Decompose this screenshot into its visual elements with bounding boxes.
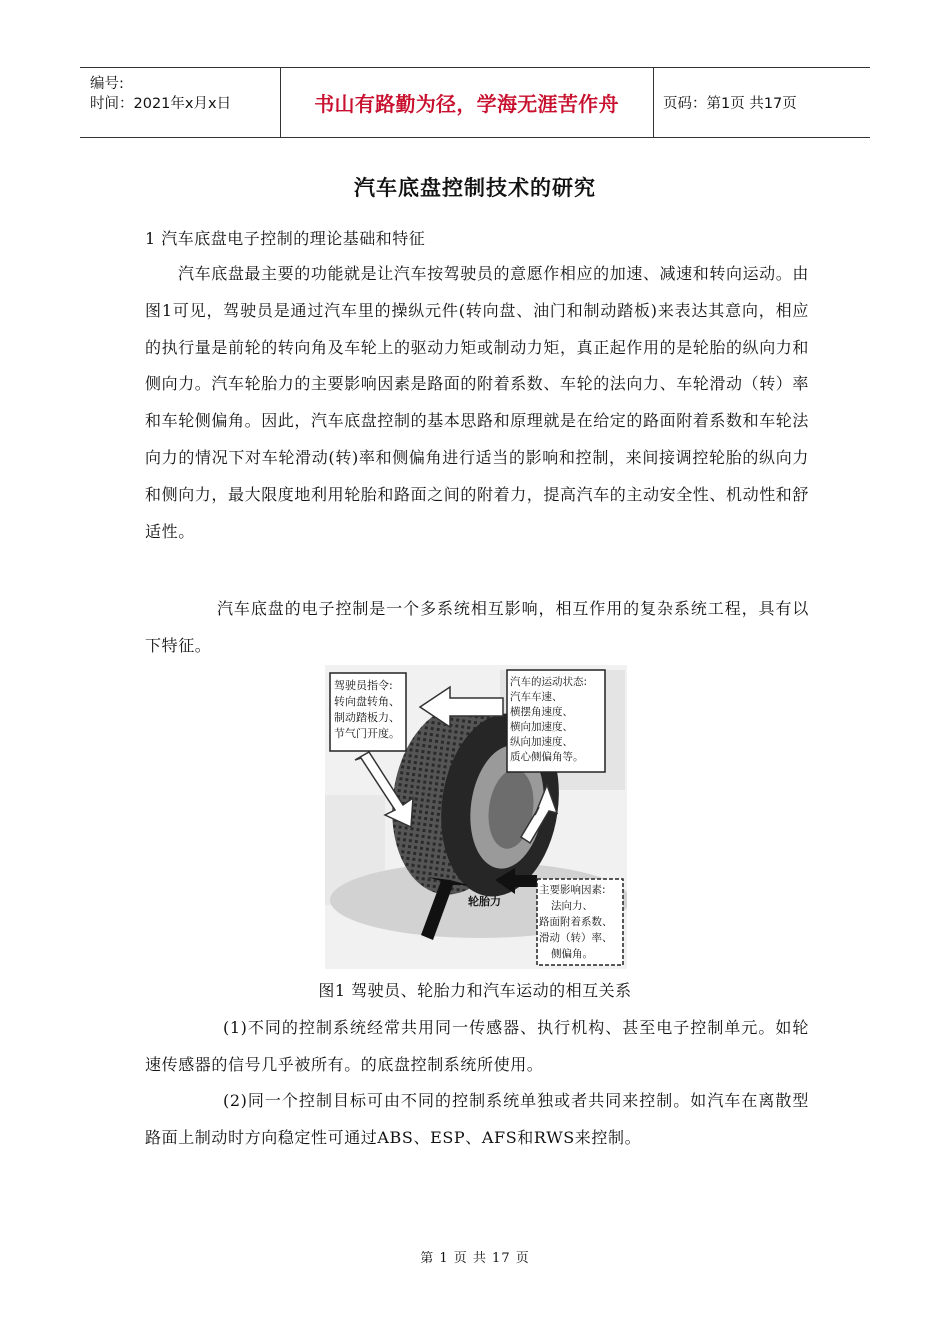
driver-box-line: 节气门开度。 <box>334 727 400 740</box>
vehicle-box-line: 横向加速度、 <box>510 721 573 733</box>
time-label: 时间：2021年x月x日 <box>90 96 232 112</box>
motto-text: 书山有路勤为径，学海无涯苦作舟 <box>314 92 619 116</box>
factor-box-line: 侧偏角。 <box>551 948 593 960</box>
page-footer: 第 1 页 共 17 页 <box>420 1251 530 1266</box>
factor-box-line: 路面附着系数、 <box>539 916 613 928</box>
page-code: 页码：第1页 共17页 <box>663 96 797 112</box>
paragraph-3: (1)不同的控制系统经常共用同一传感器、执行机构、甚至电子控制单元。如轮速传感器的信号几乎被所有。的底盘控制系统所使用。 <box>145 1018 809 1074</box>
header-table <box>80 67 870 138</box>
figure-tire-diagram <box>325 665 627 969</box>
factor-box-line: 主要影响因素: <box>539 884 606 896</box>
section-heading: 1 汽车底盘电子控制的理论基础和特征 <box>145 229 426 248</box>
factor-box-line: 法向力、 <box>551 900 593 912</box>
figure-caption: 图1 驾驶员、轮胎力和汽车运动的相互关系 <box>318 981 632 1000</box>
vehicle-box-line: 汽车车速、 <box>510 691 563 703</box>
number-label: 编号: <box>90 76 124 92</box>
paragraph-1: 汽车底盘最主要的功能就是让汽车按驾驶员的意愿作相应的加速、减速和转向运动。由图1可见，驾驶员是通过汽车里的操纵元件(转向盘、油门和制动踏板)来表达其意向，相应的执行量是前轮的转向角及车轮上的驱动力矩或制动力矩，真正起作用的是轮胎的纵向力和侧向力。汽车轮胎力的主要影响因素是路面的附着系数、车轮的法向力、车轮滑动（转）率和车轮侧偏角。因此，汽车底盘控制的基本思路和原理就是在给定的路面附着系数和车轮法向力的情况下对车轮滑动(转)率和侧偏角进行适当的影响和控制，来间接调控轮胎的纵向力和侧向力，最大限度地利用轮胎和路面之间的附着力，提高汽车的主动安全性、机动性和舒适性。 <box>145 264 810 541</box>
factor-box-line: 滑动（转）率、 <box>539 932 613 944</box>
header-info-cell <box>80 68 281 137</box>
driver-box-line: 驾驶员指令: <box>334 679 393 692</box>
driver-box-line: 制动踏板力、 <box>334 711 400 724</box>
tire-force-label: 轮胎力 <box>468 895 501 908</box>
driver-box-line: 转向盘转角、 <box>334 695 400 708</box>
vehicle-box-line: 质心侧偏角等。 <box>510 751 584 763</box>
document-title: 汽车底盘控制技术的研究 <box>354 176 596 200</box>
vehicle-box-line: 横摆角速度、 <box>510 706 573 718</box>
paragraph-2: 汽车底盘的电子控制是一个多系统相互影响，相互作用的复杂系统工程，具有以下特征。 <box>145 599 809 655</box>
diagram-svg <box>325 665 627 969</box>
paragraph-4: (2)同一个控制目标可由不同的控制系统单独或者共同来控制。如汽车在离散型路面上制动时方向稳定性可通过ABS、ESP、AFS和RWS来控制。 <box>145 1091 809 1147</box>
vehicle-box-line: 纵向加速度、 <box>510 736 573 748</box>
vehicle-box-line: 汽车的运动状态: <box>510 676 588 688</box>
header-motto-cell <box>280 68 654 137</box>
